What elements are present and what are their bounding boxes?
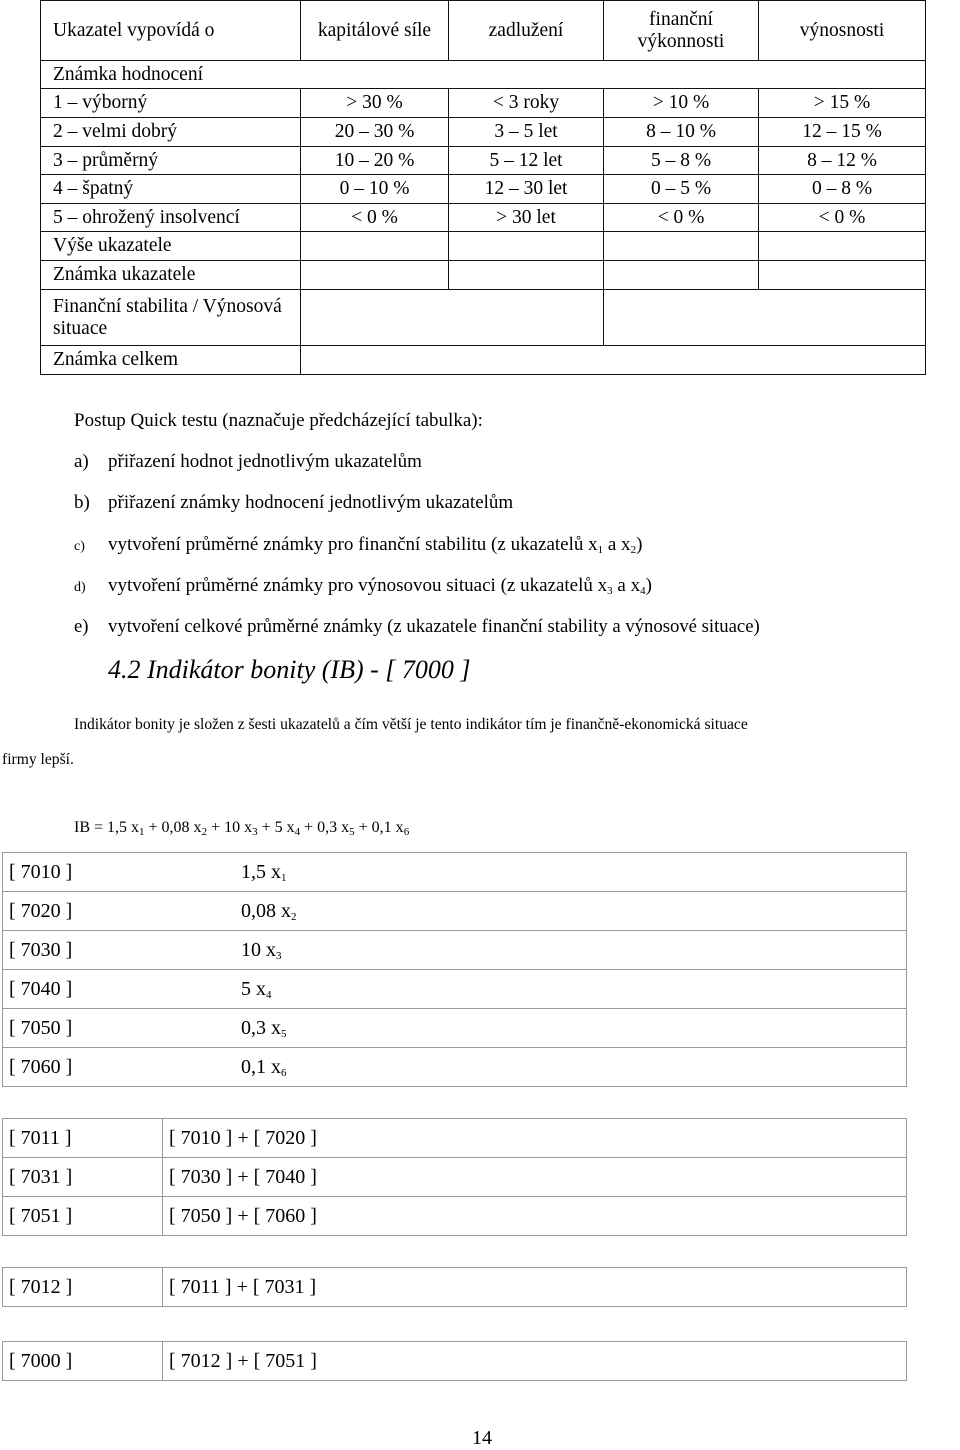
table-cell: 0 – 8 % — [759, 175, 926, 204]
table-cell: > 15 % — [759, 89, 926, 118]
step-text: vytvoření celkové průměrné známky (z ukazatele finanční stability a výnosové situace) — [108, 616, 760, 637]
table-row — [41, 204, 926, 232]
input-cell[interactable] — [604, 261, 759, 290]
table-row — [3, 1342, 907, 1381]
subscript: 4 — [640, 585, 646, 597]
row-label: Známka celkem — [41, 346, 301, 375]
step-letter: e) — [74, 616, 89, 637]
expression-cell: [ 7011 ] + [ 7031 ] — [163, 1268, 907, 1307]
expression-cell: [ 7030 ] + [ 7040 ] — [163, 1158, 907, 1197]
subscript: 1 — [139, 826, 145, 838]
page-number: 14 — [472, 1427, 492, 1449]
row-label: 5 – ohrožený insolvencí — [41, 204, 301, 232]
table-row — [3, 853, 907, 892]
step-text: vytvoření průměrné známky pro výnosovou situaci (z ukazatelů x — [108, 575, 608, 596]
code-cell: [ 7011 ] — [3, 1119, 163, 1158]
table-cell: 5 – 12 let — [449, 147, 604, 175]
input-cell[interactable] — [604, 232, 759, 261]
section-heading: 4.2 Indikátor bonity (IB) - [ 7000 ] — [108, 655, 471, 684]
input-cell[interactable] — [759, 261, 926, 290]
expression-cell: [ 7050 ] + [ 7060 ] — [163, 1197, 907, 1236]
input-cell[interactable] — [301, 261, 449, 290]
header-cell: kapitálové síle — [301, 1, 449, 61]
procedure-step — [74, 492, 513, 514]
input-cell[interactable] — [301, 346, 926, 375]
code-cell: [ 7000 ] — [3, 1342, 163, 1381]
table-row — [3, 1009, 907, 1048]
table-row — [41, 61, 926, 89]
input-cell[interactable] — [449, 232, 604, 261]
table-row — [3, 1119, 907, 1158]
input-cell[interactable] — [604, 290, 926, 346]
row-label: Výše ukazatele — [41, 232, 301, 261]
table-row — [3, 1048, 907, 1087]
table-row — [41, 118, 926, 147]
paragraph-line: firmy lepší. — [2, 751, 74, 768]
row-label: Finanční stabilita / Výnosová situace — [41, 290, 301, 346]
table-cell: 0 – 10 % — [301, 175, 449, 204]
row-label: 1 – výborný — [41, 89, 301, 118]
code-cell: [ 7050 ] — [3, 1009, 236, 1048]
header-cell: zadlužení — [449, 1, 604, 61]
coef-cell: 0,3 $x_5$ — [235, 1009, 907, 1048]
coefficient-table — [2, 852, 907, 1087]
subscript: 1 — [281, 871, 287, 884]
code-cell: [ 7031 ] — [3, 1158, 163, 1197]
table-row — [3, 970, 907, 1009]
code-cell: [ 7040 ] — [3, 970, 236, 1009]
table-cell: > 30 let — [449, 204, 604, 232]
table-cell: 20 – 30 % — [301, 118, 449, 147]
formula-part: + 0,3 x — [300, 819, 350, 836]
paragraph-line: Indikátor bonity je složen z šesti ukazatelů a čím větší je tento indikátor tím je finančně-ekonomická situace — [74, 716, 748, 733]
table-row — [3, 1197, 907, 1236]
header-cell: Ukazatel vypovídá o — [41, 1, 301, 61]
input-cell[interactable] — [759, 232, 926, 261]
table-cell: < 0 % — [759, 204, 926, 232]
code-cell: [ 7060 ] — [3, 1048, 236, 1087]
table-row — [41, 89, 926, 118]
table-cell: 10 – 20 % — [301, 147, 449, 175]
step-text: vytvoření průměrné známky pro finanční stabilitu (z ukazatelů x — [108, 534, 598, 555]
sum-table — [2, 1341, 907, 1381]
table-row — [41, 232, 926, 261]
input-cell[interactable] — [449, 261, 604, 290]
table-cell: 0 – 5 % — [604, 175, 759, 204]
subscript: 6 — [281, 1066, 287, 1079]
formula-part: + 0,08 x — [144, 819, 202, 836]
formula — [74, 819, 409, 837]
step-letter: d) — [74, 580, 86, 595]
row-label: Známka ukazatele — [41, 261, 301, 290]
coef-cell: 0,08 $x_2$ — [235, 892, 907, 931]
formula-part: + 10 x — [207, 819, 253, 836]
subscript: 2 — [291, 910, 297, 923]
row-label: 2 – velmi dobrý — [41, 118, 301, 147]
table-cell: 12 – 30 let — [449, 175, 604, 204]
step-text: přiřazení známky hodnocení jednotlivým ukazatelům — [108, 492, 514, 513]
input-cell[interactable] — [301, 290, 604, 346]
sum-table — [2, 1267, 907, 1307]
code-cell: [ 7020 ] — [3, 892, 236, 931]
table-cell: < 0 % — [604, 204, 759, 232]
subscript: 5 — [281, 1027, 287, 1040]
table-row — [3, 1268, 907, 1307]
table-cell: 8 – 12 % — [759, 147, 926, 175]
step-text: a x — [603, 534, 631, 555]
formula-part: + 5 x — [257, 819, 295, 836]
formula-part: + 0,1 x — [354, 819, 404, 836]
step-text: a x — [612, 575, 641, 596]
subscript: 4 — [294, 826, 301, 838]
table-cell: > 10 % — [604, 89, 759, 118]
code-cell: [ 7051 ] — [3, 1197, 163, 1236]
step-letter: b) — [74, 492, 90, 513]
header-cell: finanční výkonnosti — [604, 1, 759, 61]
code-cell: [ 7030 ] — [3, 931, 236, 970]
coef-cell: 0,1 $x_6$ — [235, 1048, 907, 1087]
table-cell: 8 – 10 % — [604, 118, 759, 147]
quick-test-table — [40, 0, 926, 375]
subscript: 3 — [607, 585, 613, 597]
subscript: 3 — [276, 949, 282, 962]
table-cell: < 3 roky — [449, 89, 604, 118]
table-cell: 12 – 15 % — [759, 118, 926, 147]
procedure-step — [74, 451, 422, 473]
table-row — [41, 290, 926, 346]
expression-cell: [ 7010 ] + [ 7020 ] — [163, 1119, 907, 1158]
procedure-step — [74, 575, 652, 599]
subscript: 3 — [252, 826, 258, 838]
section-label: Známka hodnocení — [41, 61, 926, 89]
table-cell: < 0 % — [301, 204, 449, 232]
subscript: 2 — [630, 544, 637, 556]
step-text: ) — [645, 575, 652, 596]
code-cell: [ 7010 ] — [3, 853, 236, 892]
table-row — [41, 261, 926, 290]
table-row — [3, 892, 907, 931]
coef-cell: 10 $x_3$ — [235, 931, 907, 970]
table-row — [3, 931, 907, 970]
header-cell: výnosnosti — [759, 1, 926, 61]
formula-part: IB = 1,5 x — [74, 819, 140, 836]
coef-cell: 1,5 $x_1$ — [235, 853, 907, 892]
row-label: 3 – průměrný — [41, 147, 301, 175]
step-text: přiřazení hodnot jednotlivým ukazatelům — [108, 451, 422, 472]
expression-cell: [ 7012 ] + [ 7051 ] — [163, 1342, 907, 1381]
sum-table — [2, 1118, 907, 1236]
table-cell: > 30 % — [301, 89, 449, 118]
table-header-row — [41, 1, 926, 61]
input-cell[interactable] — [301, 232, 449, 261]
subscript: 5 — [349, 826, 355, 838]
step-letter: a) — [74, 451, 89, 472]
table-cell: 5 – 8 % — [604, 147, 759, 175]
subscript: 1 — [597, 544, 604, 556]
table-cell: 3 – 5 let — [449, 118, 604, 147]
procedure-step — [74, 616, 760, 638]
procedure-step — [74, 534, 642, 558]
table-row — [41, 346, 926, 375]
step-text: ) — [636, 534, 643, 555]
coef-cell: 5 $x_4$ — [235, 970, 907, 1009]
subscript: 2 — [201, 826, 208, 838]
step-letter: c) — [74, 539, 85, 554]
table-row — [3, 1158, 907, 1197]
subscript: 6 — [403, 826, 410, 838]
table-row — [41, 175, 926, 204]
subscript: 4 — [266, 988, 272, 1001]
row-label: 4 – špatný — [41, 175, 301, 204]
table-row — [41, 147, 926, 175]
procedure-intro: Postup Quick testu (naznačuje předcházející tabulka): — [74, 410, 483, 431]
code-cell: [ 7012 ] — [3, 1268, 163, 1307]
